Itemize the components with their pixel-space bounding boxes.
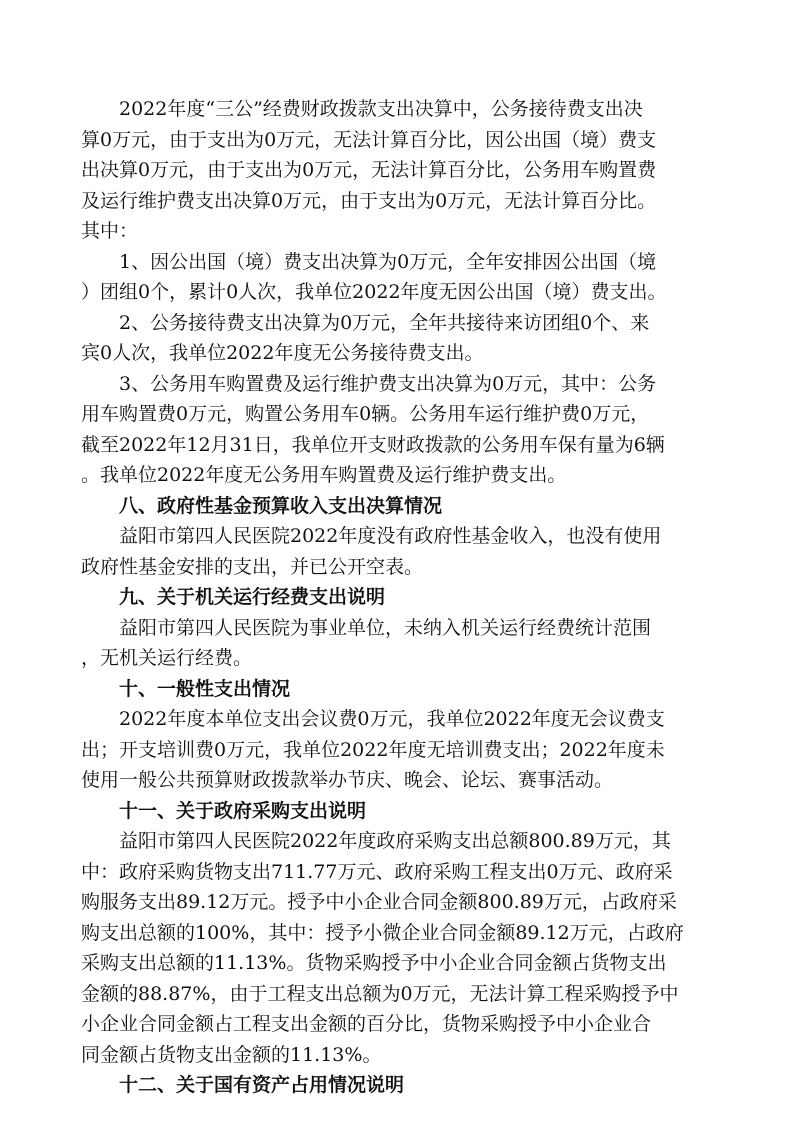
text-line: ，无机关运行经费。 — [81, 647, 253, 669]
text-line: 益阳市第四人民医院2022年度政府采购支出总额800.89万元，其 — [119, 830, 671, 852]
text-line: 同金额占货物支出金额的11.13%。 — [81, 1043, 382, 1066]
paragraph-item-3 — [81, 369, 721, 491]
text-line: 出；开支培训费0万元，我单位2022年度无培训费支出；2022年度未 — [81, 738, 665, 761]
paragraph-section-9 — [81, 613, 721, 674]
text-line: 其中： — [81, 220, 139, 242]
text-line: 金额的88.87%，由于工程支出总额为0万元，无法计算工程采购授予中 — [81, 982, 679, 1005]
text-line: 及运行维护费支出决算0万元，由于支出为0万元，无法计算百分比。 — [81, 189, 657, 212]
paragraph-item-1 — [81, 247, 721, 308]
paragraph-section-8 — [81, 521, 721, 582]
text-line: 2022年度本单位支出会议费0万元，我单位2022年度无会议费支 — [119, 708, 665, 730]
text-line: 算0万元，由于支出为0万元，无法计算百分比，因公出国（境）费支 — [81, 128, 657, 151]
text-line: 政府性基金安排的支出，并已公开空表。 — [81, 555, 424, 578]
text-line: 采购支出总额的11.13%。货物采购授予中小企业合同金额占货物支出 — [81, 952, 667, 974]
text-line: 中：政府采购货物支出711.77万元、政府采购工程支出0万元、政府采 — [81, 860, 673, 883]
text-line: 1、因公出国（境）费支出决算为0万元，全年安排因公出国（境 — [119, 250, 657, 273]
paragraph-section-10 — [81, 704, 721, 796]
text-line: 。我单位2022年度无公务用车购置费及运行维护费支出。 — [81, 464, 567, 486]
text-line: 购支出总额的100%，其中：授予小微企业合同金额89.12万元，占政府 — [81, 921, 684, 944]
text-line: 益阳市第四人民医院为事业单位，未纳入机关运行经费统计范围 — [119, 616, 652, 639]
paragraph-item-2 — [81, 308, 721, 369]
text-line: 宾0人次，我单位2022年度无公务接待费支出。 — [81, 342, 484, 364]
heading-section-10: 十、一般性支出情况 — [119, 677, 291, 700]
text-line: 2022年度“三公”经费财政拨款支出决算中，公务接待费支出决 — [119, 98, 643, 120]
text-line: 益阳市第四人民医院2022年度没有政府性基金收入，也没有使用 — [119, 525, 662, 547]
text-line: 用车购置费0万元，购置公务用车0辆。公务用车运行维护费0万元， — [81, 403, 650, 425]
heading-section-11: 十一、关于政府采购支出说明 — [119, 799, 367, 822]
text-line: 2、公务接待费支出决算为0万元，全年共接待来访团组0个、来 — [119, 311, 650, 334]
text-line: 出决算0万元，由于支出为0万元，无法计算百分比，公务用车购置费 — [81, 159, 657, 181]
text-line: 截至2022年12月31日，我单位开支财政拨款的公务用车保有量为6辆 — [81, 433, 665, 456]
text-line: 3、公务用车购置费及运行维护费支出决算为0万元，其中：公务 — [119, 372, 657, 395]
paragraph-sangong-summary — [81, 94, 721, 247]
text-line: 小企业合同金额占工程支出金额的百分比，货物采购授予中小企业合 — [81, 1013, 652, 1035]
heading-section-9: 九、关于机关运行经费支出说明 — [119, 586, 386, 608]
document-body — [81, 94, 721, 1101]
paragraph-section-11 — [81, 826, 721, 1070]
text-line: ）团组0个，累计0人次，我单位2022年度无因公出国（境）费支出。 — [81, 281, 667, 303]
heading-section-8: 八、政府性基金预算收入支出决算情况 — [119, 494, 443, 517]
heading-section-12: 十二、关于国有资产占用情况说明 — [119, 1074, 405, 1096]
text-line: 购服务支出89.12万元。授予中小企业合同金额800.89万元，占政府采 — [81, 891, 677, 913]
text-line: 使用一般公共预算财政拨款举办节庆、晚会、论坛、赛事活动。 — [81, 769, 614, 791]
